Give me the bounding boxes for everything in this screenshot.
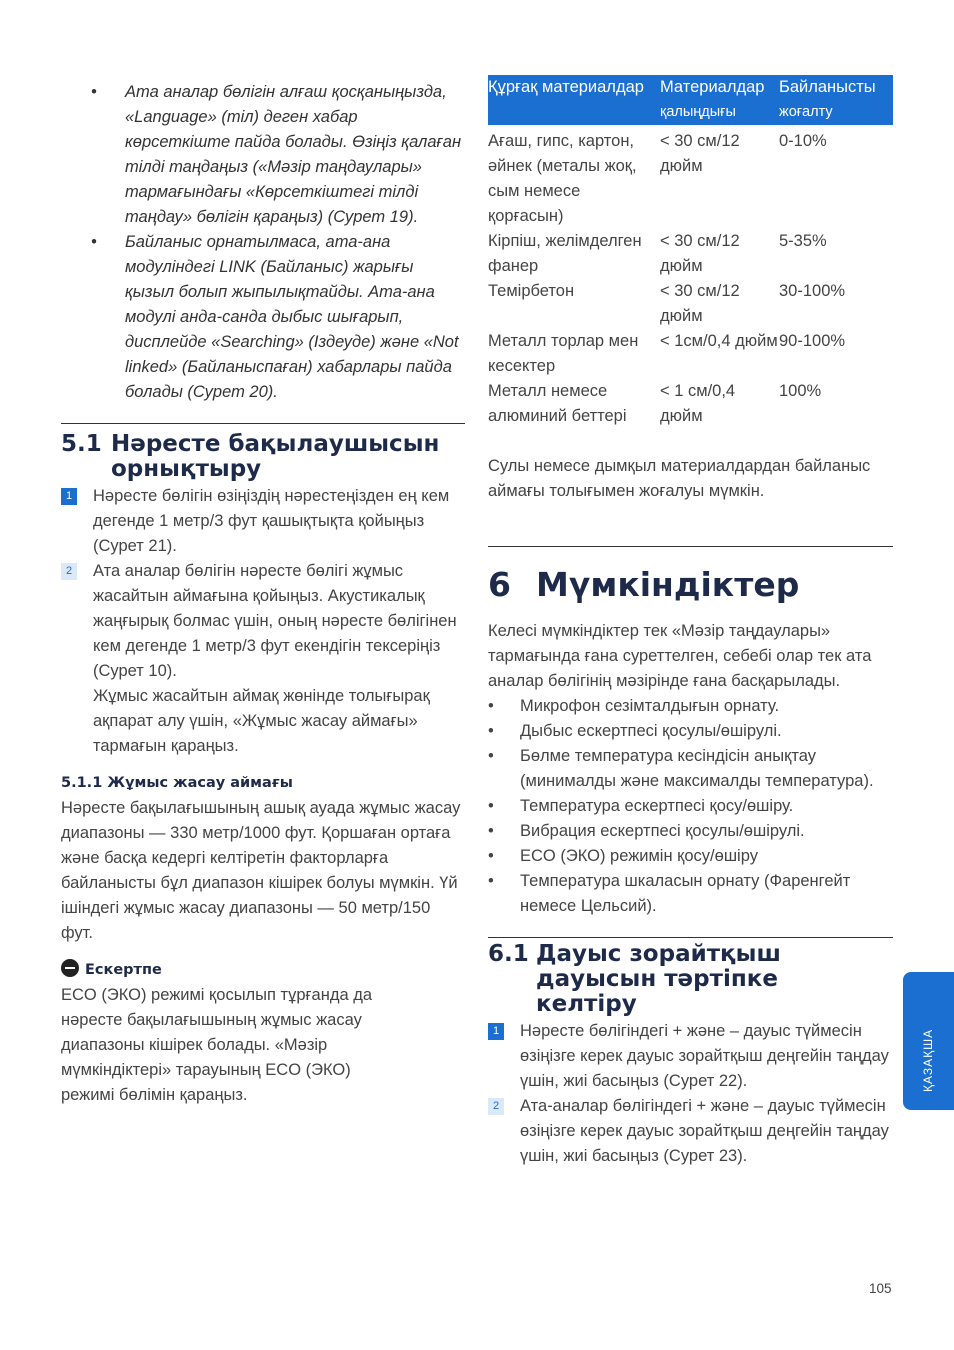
features-list — [488, 694, 893, 919]
step-number: 2 — [488, 1098, 504, 1115]
bullet: • — [488, 822, 494, 840]
page-number: 105 — [869, 1281, 892, 1296]
bullet: • — [488, 847, 494, 865]
left-column — [61, 80, 465, 1108]
language-tab-label: ҚАЗАҚША — [921, 1028, 935, 1092]
step-2 — [61, 559, 465, 759]
bullet: • — [488, 797, 494, 815]
list-item: • Бөлме температура кесіндісін анықтау (минималды және максималды температура). — [488, 744, 893, 794]
table-row — [488, 125, 893, 229]
bullet-text: Байланыс орнатылмаса, ата-ана модуліндегі LINK (Байланыс) жарығы қызыл болып жыпылықтайды. Ата-ана модулі анда-санда дыбыс шығарып, дисплейде «Searching» (Іздеуде) және «Not linked» (Байланыспаған) хабарлары пайда болады (Сурет 20). — [125, 233, 459, 401]
table-row — [488, 329, 893, 379]
section-heading-5-1: 5.1 Нәресте бақылаушысын орнықтыру — [61, 431, 440, 482]
chapter-heading: 6 Мүмкіндіктер — [488, 565, 800, 604]
table-cell: Темірбетон — [488, 282, 575, 300]
table-header-cell: Құрғақ материалдар — [488, 75, 660, 125]
step-number: 2 — [61, 563, 77, 580]
bullet-text: Ата аналар бөлігін алғаш қосқаныңызда, «Language» (тіл) деген хабар көрсеткіште пайда болады. Өзіңіз қалаған тілді таңдаңыз («Мәзір таңдаулары» тармағындағы «Көрсеткіштегі тілді таңдау» бөлігін қараңыз) (Сурет 19). — [125, 83, 462, 226]
language-tab — [903, 972, 954, 1110]
step-1 — [488, 1019, 893, 1094]
step-text: Нәресте бөлігін өзіңіздің нәрестеңізден ең кем дегенде 1 метр/3 фут қашықтықта қойыңыз (Сурет 21). — [93, 487, 450, 555]
bullet: • — [488, 697, 494, 715]
table-cell: < 30 см/12 дюйм — [660, 282, 740, 325]
list-item: • ECO (ЭКО) режимін қосу/өшіру — [488, 844, 893, 869]
table-cell: Металл торлар мен кесектер — [488, 332, 639, 375]
step-number: 1 — [488, 1023, 504, 1040]
list-item: • Дыбыс ескертпесі қосулы/өшірулі. — [488, 719, 893, 744]
table-cell: < 1см/0,4 дюйм — [660, 332, 778, 350]
table-cell: 0-10% — [779, 132, 827, 150]
paragraph: Нәресте бақылағышының ашық ауада жұмыс жасау диапазоны — 330 метр/1000 фут. Қоршаған ортаға және басқа кедергі келтіретін факторларға байланысты бұл диапазон кішірек болуы мүмкін. Үй ішіндегі жұмыс жасау диапазоны — 50 метр/150 фут. — [61, 799, 461, 942]
table-cell: < 30 см/12 дюйм — [660, 232, 740, 275]
right-column — [488, 75, 893, 1169]
bullet: • — [91, 83, 97, 101]
table-cell: 30-100% — [779, 282, 846, 300]
table-row — [488, 379, 893, 429]
step-1 — [61, 484, 465, 559]
table-cell: 100% — [779, 382, 822, 400]
table-header-cell: Байланысты жоғалту — [779, 75, 893, 125]
note-heading: Ескертпе — [61, 958, 465, 983]
note-icon — [61, 959, 79, 977]
table-header-cell: Материалдар қалыңдығы — [660, 75, 779, 125]
table-cell: 5-35% — [779, 232, 827, 250]
table-cell: Металл немесе алюминий беттері — [488, 382, 627, 425]
list-item: • Температура ескертпесі қосу/өшіру. — [488, 794, 893, 819]
list-item: • Микрофон сезімталдығын орнату. — [488, 694, 893, 719]
note-text: ECO (ЭКО) режимі қосылып тұрғанда да нәресте бақылағышының жұмыс жасау диапазоны кішірек болады. «Мәзір мүмкіндіктері» тарауының ECO (ЭКО) режимі бөлімін қараңыз. — [61, 986, 373, 1104]
step-number: 1 — [61, 488, 77, 505]
section-divider — [61, 423, 465, 424]
table-note: Сулы немесе дымқыл материалдардан байланыс аймағы толығымен жоғалуы мүмкін. — [488, 457, 871, 500]
step-text: Ата аналар бөлігін нәресте бөлігі жұмыс жасайтын аймағына қойыңыз. Акустикалық жаңғырық болмас үшін, оның нәресте бөлігінен кем дегенде 1 метр/3 фут екендігін тексеріңіз (Сурет 10). — [93, 562, 457, 680]
list-item: • Вибрация ескертпесі қосулы/өшірулі. — [488, 819, 893, 844]
chapter-divider — [488, 546, 893, 547]
section-divider — [488, 937, 893, 938]
section-heading-6-1: 6.1 Дауыс зорайтқыш дауысын тәртіпке келтіру — [488, 941, 781, 1017]
step-extra-text: Жұмыс жасайтын аймақ жөнінде толығырақ ақпарат алу үшін, «Жұмыс жасау аймағы» тармағын қараңыз. — [93, 687, 430, 755]
table-row — [488, 279, 893, 329]
chapter-intro: Келесі мүмкіндіктер тек «Мәзір таңдаулары» тармағында ғана суреттелген, себебі олар тек ата аналар бөлігінің мәзірінде ғана басқарылады. — [488, 622, 872, 690]
bullet: • — [488, 747, 494, 765]
bullet: • — [91, 233, 97, 251]
bullet: • — [488, 722, 494, 740]
subsection-heading-5-1-1: 5.1.1 Жұмыс жасау аймағы — [61, 775, 293, 791]
table-cell: < 30 см/12 дюйм — [660, 132, 740, 175]
list-item: • Температура шкаласын орнату (Фаренгейт немесе Цельсий). — [488, 869, 893, 919]
table-header-row — [488, 75, 893, 125]
table-cell: Кірпіш, желімделген фанер — [488, 232, 642, 275]
materials-table — [488, 75, 893, 429]
bullet: • — [488, 872, 494, 890]
table-cell: < 1 см/0,4 дюйм — [660, 382, 736, 425]
step-2 — [488, 1094, 893, 1169]
table-cell: 90-100% — [779, 332, 846, 350]
table-cell: Ағаш, гипс, картон, әйнек (металы жоқ, сым немесе қорғасын) — [488, 132, 637, 225]
step-text: Нәресте бөлігіндегі + және – дауыс түймесін өзіңізге керек дауыс зорайтқыш деңгейін таңдау үшін, жиі басыңыз (Сурет 22). — [520, 1022, 889, 1090]
table-row — [488, 229, 893, 279]
list-item — [61, 80, 465, 230]
list-item — [61, 230, 465, 405]
step-text: Ата-аналар бөлігіндегі + және – дауыс түймесін өзіңізге керек дауыс зорайтқыш деңгейін таңдау үшін, жиі басыңыз (Сурет 23). — [520, 1097, 889, 1165]
